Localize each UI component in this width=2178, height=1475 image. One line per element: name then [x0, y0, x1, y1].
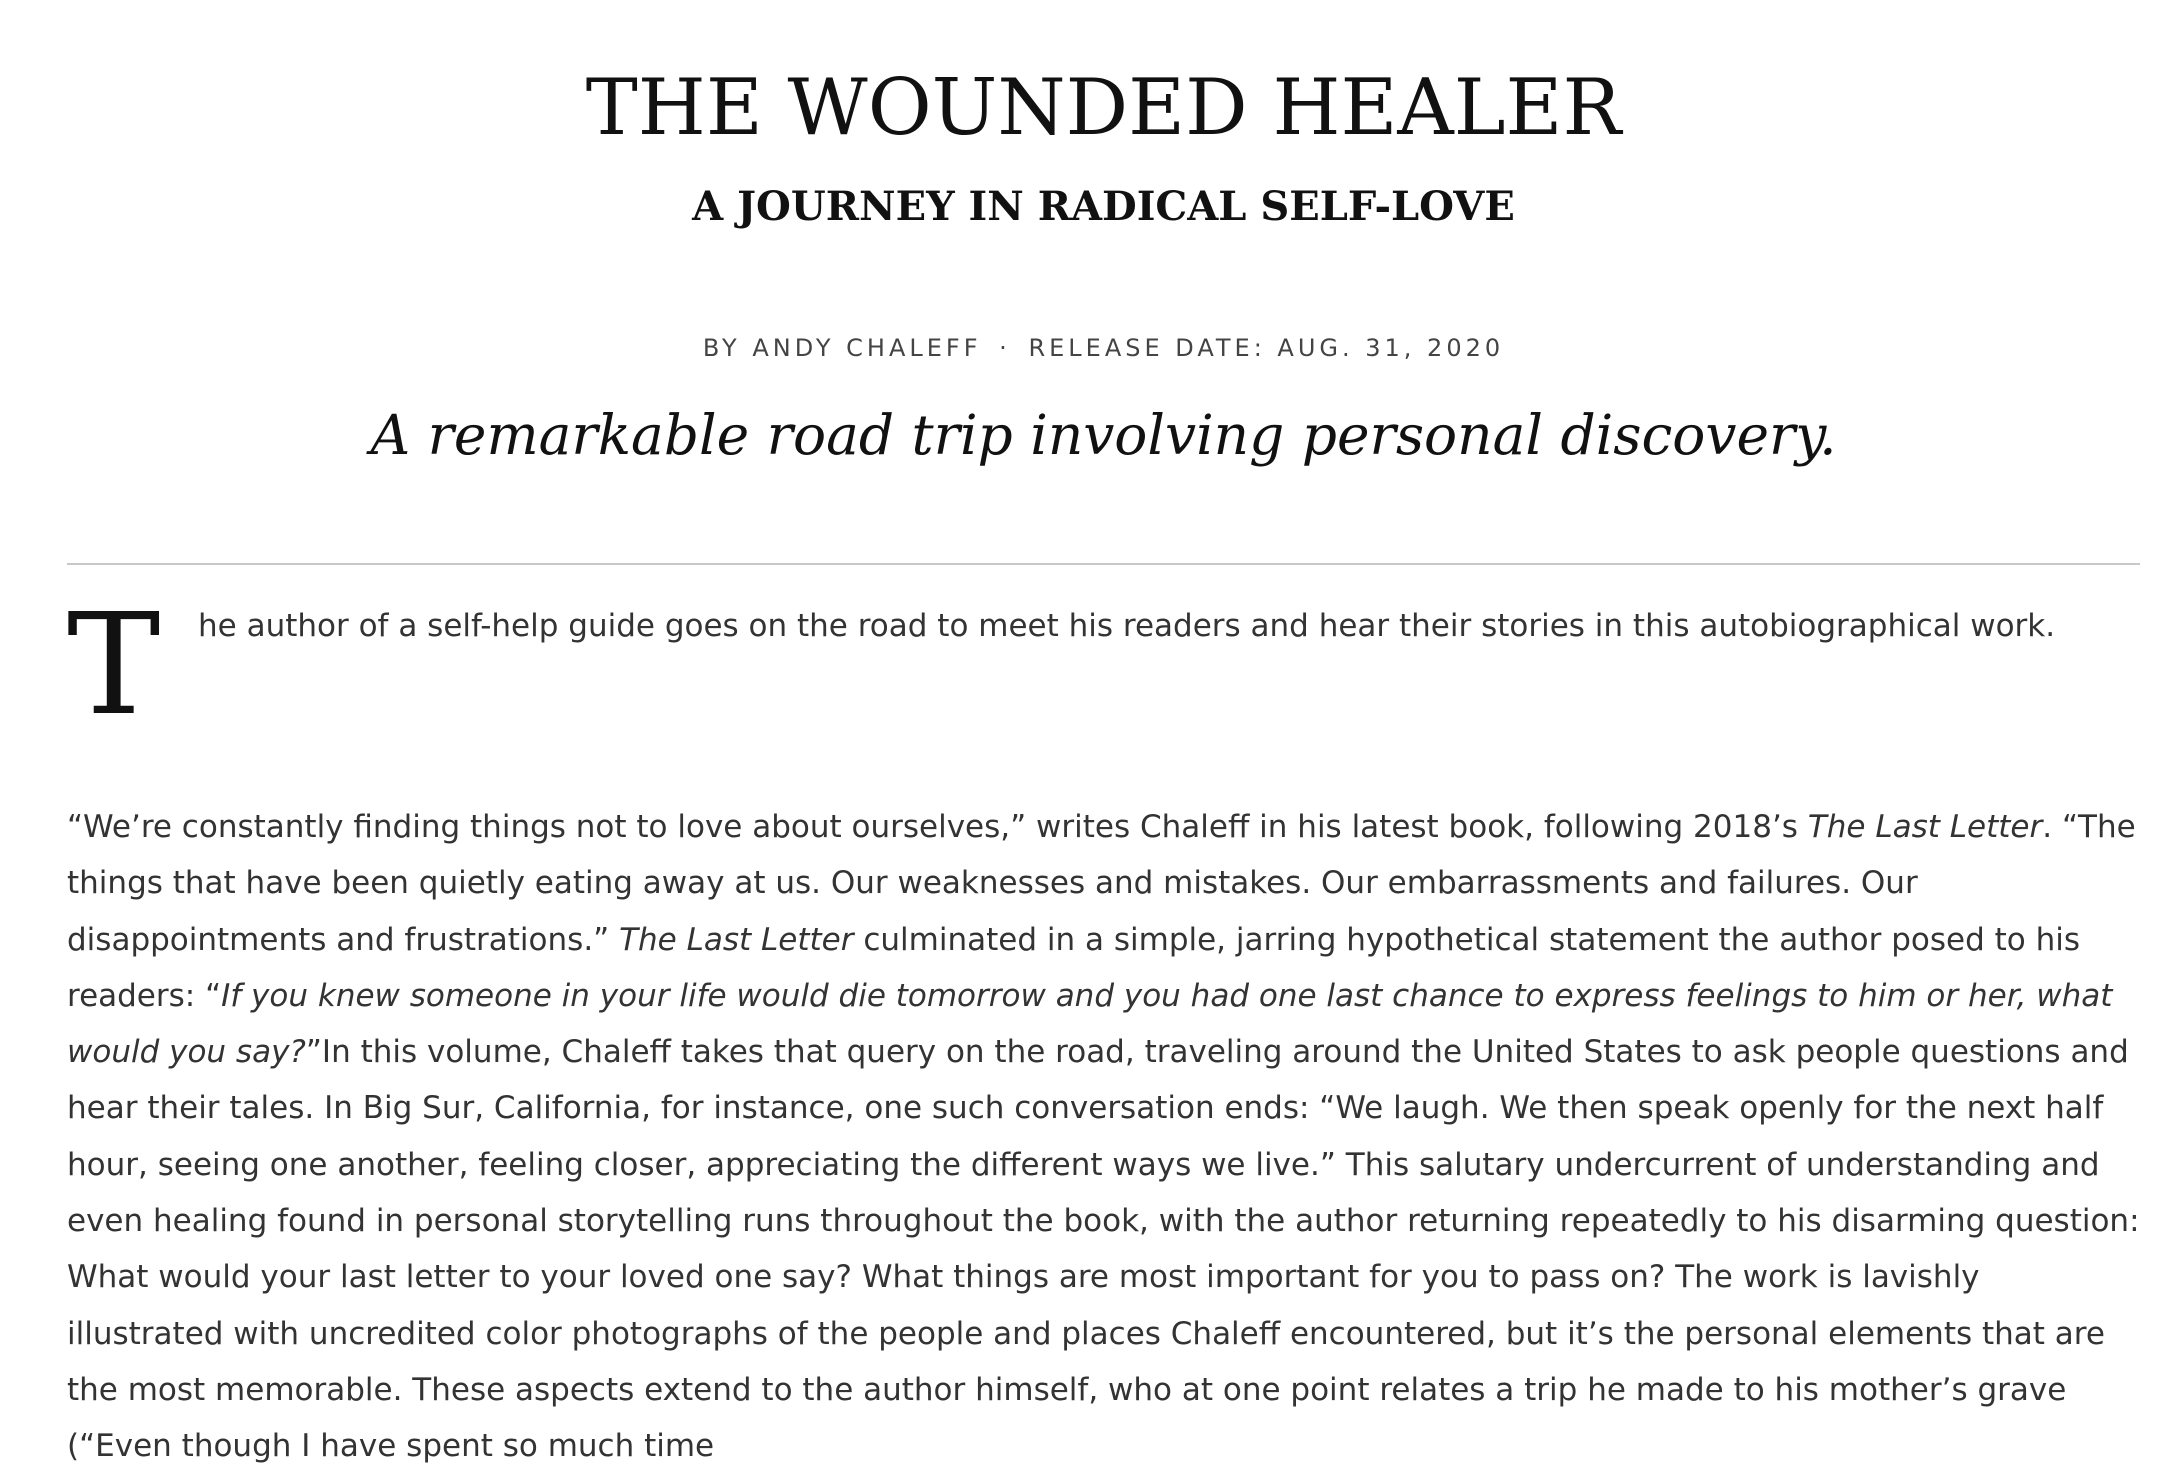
byline — [67, 334, 2140, 362]
byline-separator: · — [999, 334, 1011, 362]
book-title-reference-1: The Last Letter — [1807, 809, 2043, 845]
book-title-reference-2: The Last Letter — [619, 921, 854, 958]
italic-quote: If you knew someone in your life would die tomorrow and you had one last chance to express feelings to him or her, what would you say? — [67, 977, 2113, 1071]
review-lede: he author of a self-help guide goes on the road to meet his readers and hear their stories in this autobiographical work. — [198, 608, 2056, 644]
book-subtitle: A JOURNEY IN RADICAL SELF-LOVE — [692, 183, 1515, 230]
body-text-part-3: culminated in a simple, jarring hypothetical statement the author posed to his readers: “ — [67, 921, 2080, 1014]
book-title: THE WOUNDED HEALER — [585, 63, 1622, 153]
review-tagline: A remarkable road trip involving personal discovery. — [370, 403, 1837, 467]
body-text-part-4: ”In this volume, Chaleff takes that query on the road, traveling around the United States to ask people questions and hear their tales. In Big Sur, California, for instance, one such conversation ends: “We laugh. We then speak openly for the next half hour, seeing one another, feeling closer, appreciating the different ways we live.” This salutary undercurrent of understanding and even healing found in personal storytelling runs throughout the book, with the author returning repeatedly to his disarming question: What would your last letter to your loved one say? What things are most important for you to pass on? The work is lavishly illustrated with uncredited color photographs of the people and places Chaleff encountered, but it’s the personal elements that are the most memorable. These aspects extend to the author himself, who at one point relates a trip he made to his mother’s grave (“Even though I have spent so much time — [67, 1034, 2140, 1465]
body-text-part-1: “We’re constantly finding things not to love about ourselves,” writes Chaleff in his latest book, following 2018’s — [67, 809, 1808, 845]
drop-cap: T — [67, 584, 161, 747]
section-divider — [67, 563, 2140, 565]
review-body — [67, 799, 2140, 1475]
byline-author: BY ANDY CHALEFF — [702, 334, 982, 362]
body-text-part-2: . “The things that have been quietly eating away at us. Our weaknesses and mistakes. Our embarrassments and failures. Our disappointments and frustrations.” — [67, 809, 2136, 958]
byline-release-date: RELEASE DATE: AUG. 31, 2020 — [1028, 334, 1505, 362]
